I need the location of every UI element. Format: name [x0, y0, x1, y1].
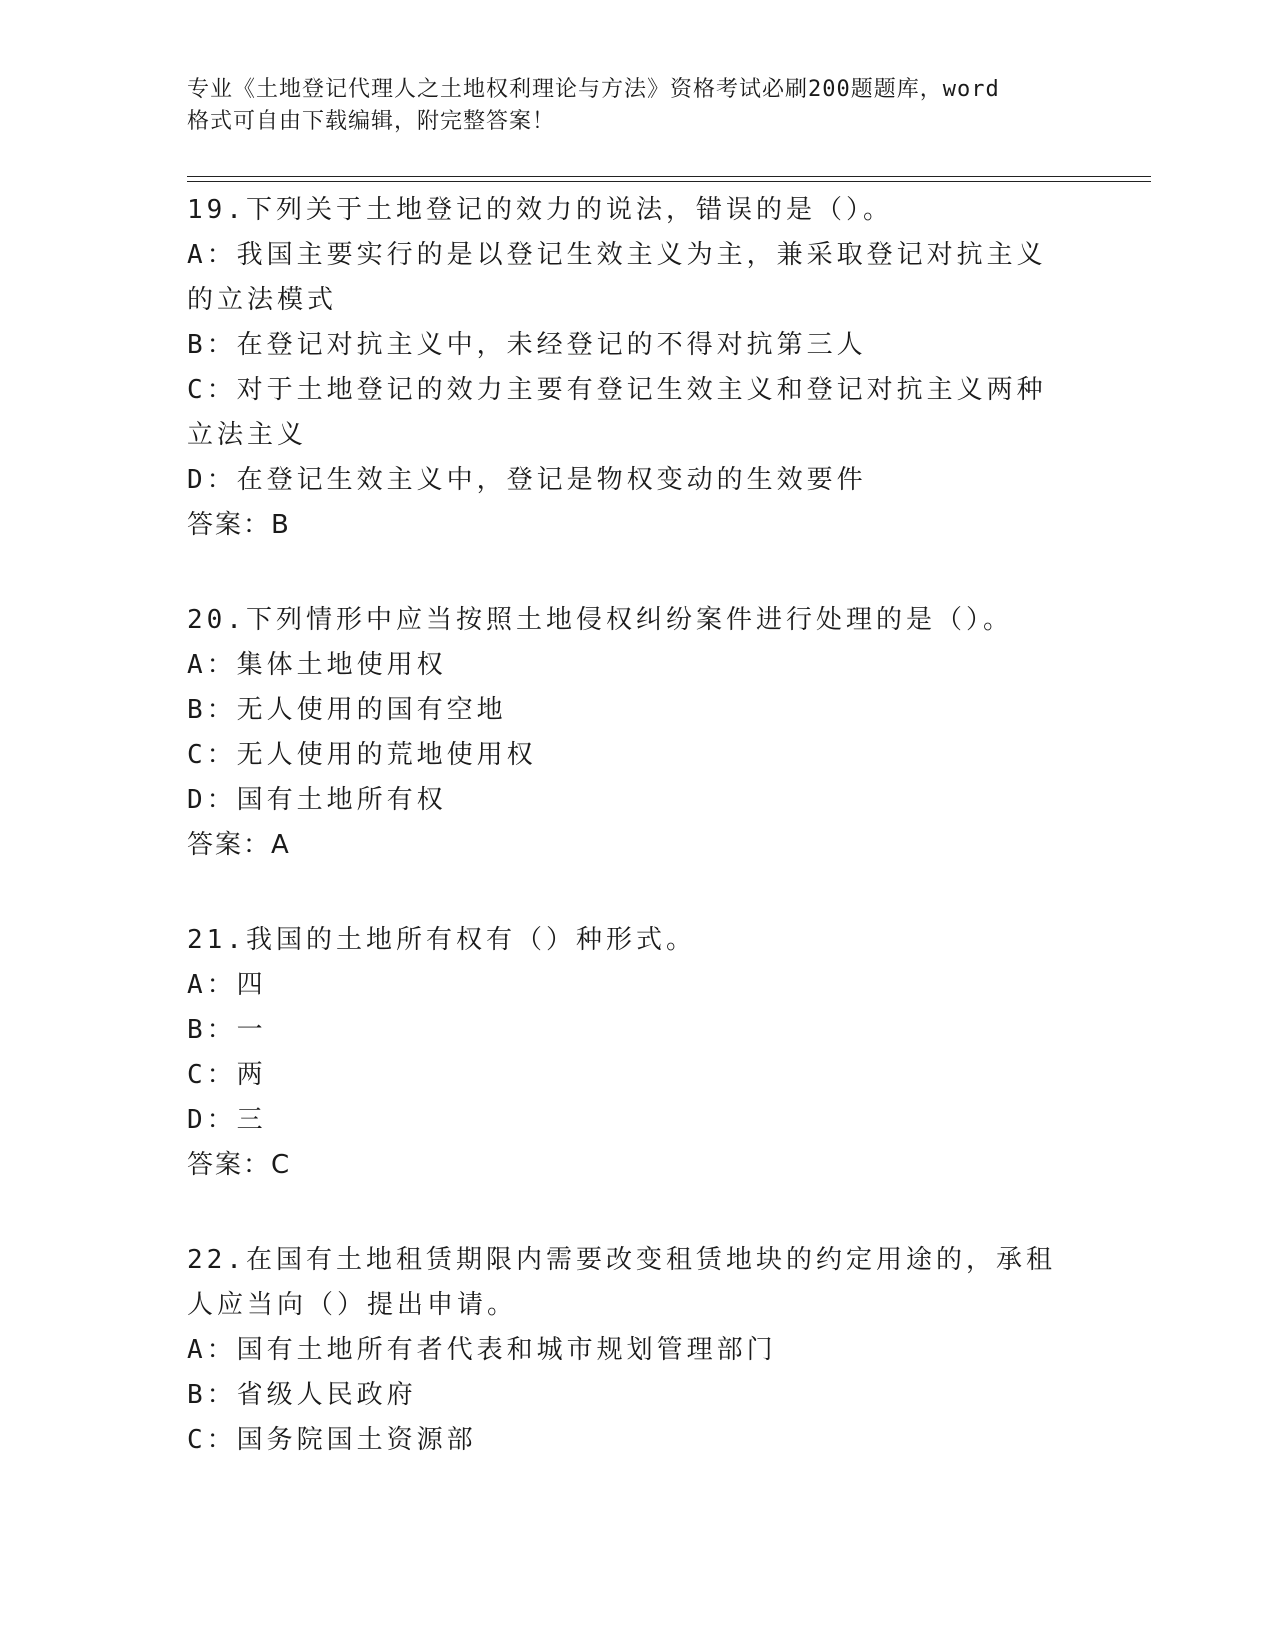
option-b: B：一: [187, 1015, 267, 1045]
header-divider-top: [187, 176, 1151, 177]
option-c: C：对于土地登记的效力主要有登记生效主义和登记对抗主义两种立法主义: [187, 375, 1047, 450]
header-line-1: 专业《土地登记代理人之土地权利理论与方法》资格考试必刷200题题库，word: [187, 77, 1000, 102]
question-stem: 22.在国有土地租赁期限内需要改变租赁地块的约定用途的，承租人应当向（）提出申请。: [187, 1245, 1056, 1320]
question-stem: 19.下列关于土地登记的效力的说法，错误的是（）。: [187, 195, 893, 225]
question-19: [187, 188, 1067, 548]
question-20: [187, 598, 1067, 868]
question-stem: 21.我国的土地所有权有（）种形式。: [187, 925, 696, 955]
option-a: A：我国主要实行的是以登记生效主义为主，兼采取登记对抗主义的立法模式: [187, 240, 1047, 315]
option-c: C：两: [187, 1060, 267, 1090]
header-divider-bottom: [187, 181, 1151, 182]
option-c: C：国务院国土资源部: [187, 1425, 477, 1455]
option-b: B：省级人民政府: [187, 1380, 417, 1410]
answer-label: 答案：A: [187, 830, 291, 860]
option-b: B：无人使用的国有空地: [187, 695, 507, 725]
answer-label: 答案：B: [187, 510, 291, 540]
question-stem: 20.下列情形中应当按照土地侵权纠纷案件进行处理的是（）。: [187, 605, 1013, 635]
answer-label: 答案：C: [187, 1150, 292, 1180]
question-22: [187, 1238, 1067, 1463]
option-a: A：四: [187, 970, 267, 1000]
option-c: C：无人使用的荒地使用权: [187, 740, 537, 770]
option-a: A：集体土地使用权: [187, 650, 447, 680]
option-d: D：在登记生效主义中，登记是物权变动的生效要件: [187, 465, 867, 495]
option-a: A：国有土地所有者代表和城市规划管理部门: [187, 1335, 777, 1365]
option-d: D：国有土地所有权: [187, 785, 447, 815]
header-line-2: 格式可自由下载编辑，附完整答案！: [187, 109, 556, 134]
question-21: [187, 918, 1067, 1188]
option-b: B：在登记对抗主义中，未经登记的不得对抗第三人: [187, 330, 867, 360]
option-d: D：三: [187, 1105, 267, 1135]
document-header: [187, 74, 1067, 138]
